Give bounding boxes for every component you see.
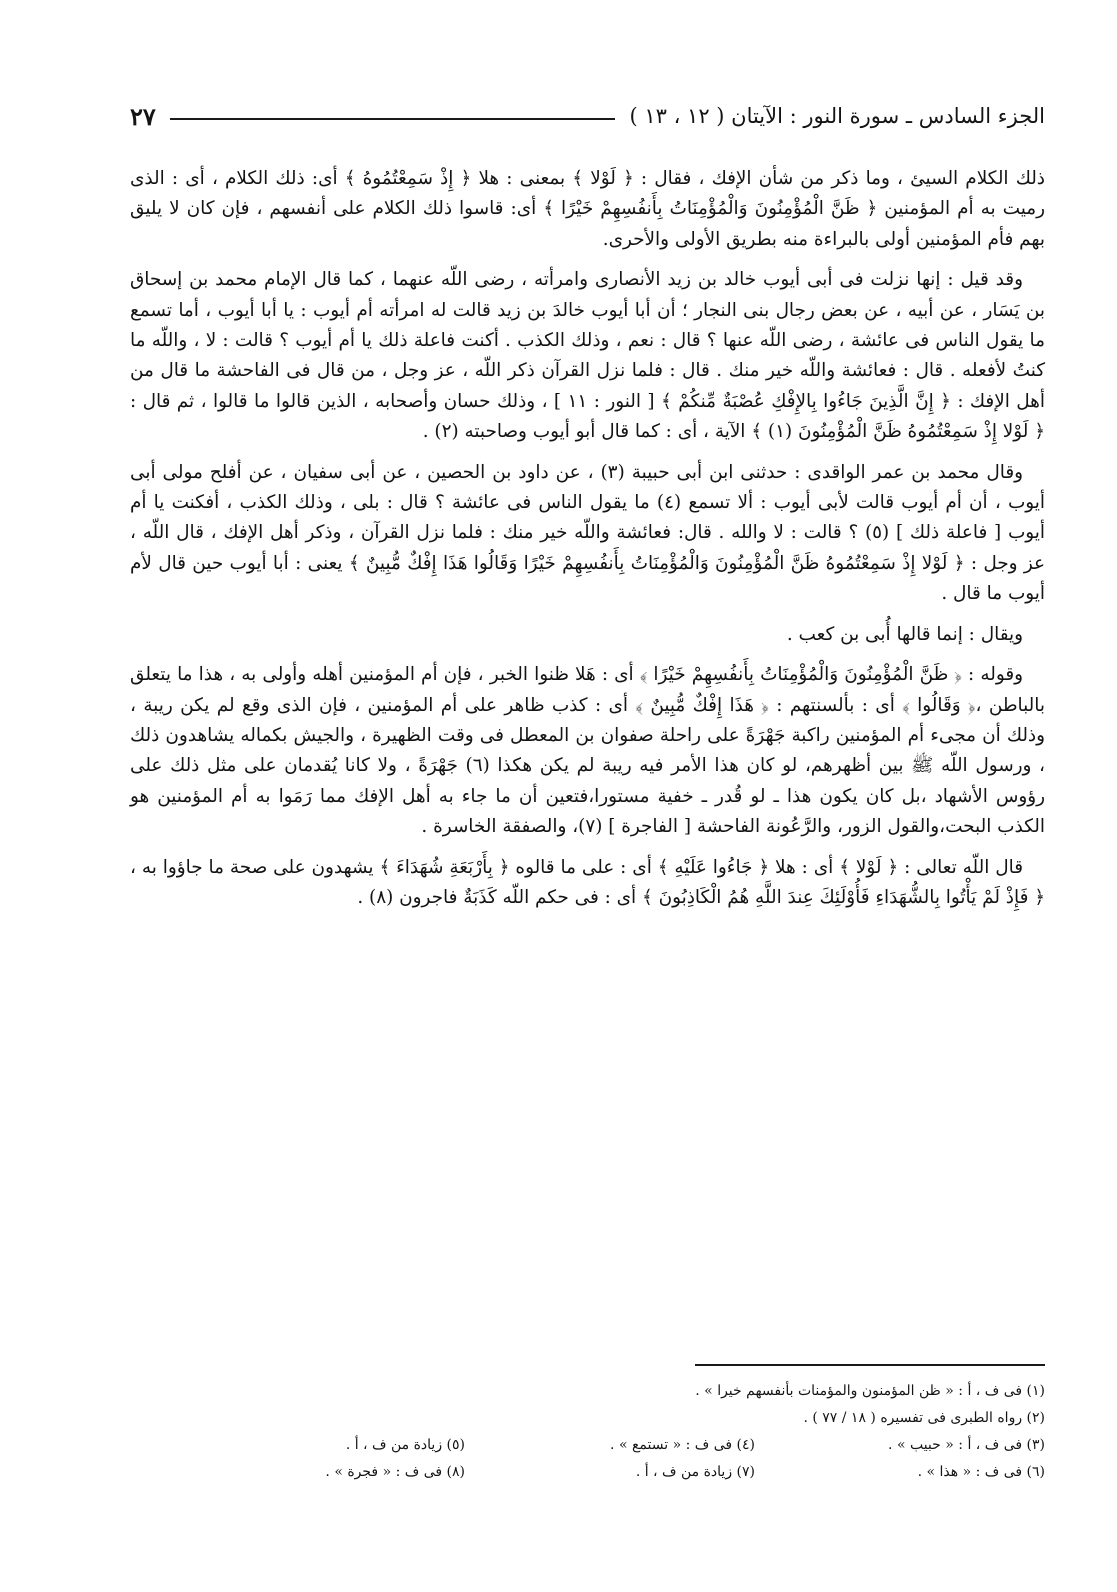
footnote: (٥) زيادة من ف ، أ . xyxy=(345,1437,465,1453)
header-rule xyxy=(170,118,616,120)
paragraph: ذلك الكلام السيئ ، وما ذكر من شأن الإفك ، فقال : ﴿ لَوْلا ﴾ بمعنى : هلا ﴿ إِذْ سَمِعْتُمُوهُ ﴾ أى: ذلك الكلام ، أى : الذى رميت به أم المؤمنين ﴿ ظَنَّ الْمُؤْمِنُونَ وَالْمُؤْمِنَاتُ بِأَنفُسِهِمْ خَيْرًا ﴾ أى: قاسوا ذلك الكلام على أنفسهم ، فإن كان لا يليق بهم فأم المؤمنين أولى بالبراءة منه بطريق الأولى والأحرى. xyxy=(130,168,1045,250)
page-number: ٢٧ xyxy=(130,101,156,131)
footnote: (٧) زيادة من ف ، أ . xyxy=(635,1464,755,1480)
paragraph: قال اللّه تعالى : ﴿ لَوْلا ﴾ أى : هلا ﴿ جَاءُوا عَلَيْهِ ﴾ أى : على ما قالوه ﴿ بِأَرْبَعَةِ شُهَدَاءَ ﴾ يشهدون على صحة ما جاؤوا به ،﴿ فَإِذْ لَمْ يَأْتُوا بِالشُّهَدَاءِ فَأُوْلَئِكَ عِندَ اللَّهِ هُمُ الْكَاذِبُونَ ﴾ أى : فى حكم اللّه كَذَبَةٌ فاجرون (٨) . xyxy=(130,856,1045,908)
paragraph: ويقال : إنما قالها أُبى بن كعب . xyxy=(786,623,1023,645)
paragraph: وقوله : ﴿ ظَنَّ الْمُؤْمِنُونَ وَالْمُؤْمِنَاتُ بِأَنفُسِهِمْ خَيْرًا ﴾ أى : هَلا ظنوا الخبر ، فإن أم المؤمنين أهله وأولى به ، هذا ما يتعلق بالباطن ،﴿ وَقَالُوا ﴾ أى : بألسنتهم : ﴿ هَذَا إِفْكٌ مُّبِينٌ ﴾ أى : كذب ظاهر على أم المؤمنين ، فإن الذى وقع لم يكن ريبة ، وذلك أن مجىء أم المؤمنين راكبة جَهْرَةً على راحلة صفوان بن المعطل فى وقت الظهيرة ، والجيش بكماله يشاهدون ذلك ، ورسول اللّه ﷺ بين أظهرهم، لو كان هذا الأمر فيه ريبة لم يكن هكذا (٦) جَهْرَةً ، ولا كانا يُقدمان على مثل ذلك على رؤوس الأشهاد ،بل كان يكون هذا ـ لو قُدر ـ خفية مستورا،فتعين أن ما جاء به أهل الإفك مما رَمَوا به أم المؤمنين هو الكذب البحت،والقول الزور، والرَّعُونة الفاحشة [ الفاجرة ] (٧)، والصفقة الخاسرة . xyxy=(130,664,1045,838)
footnote: (٢) رواه الطبرى فى تفسيره ( ١٨ / ٧٧ ) . xyxy=(803,1410,1045,1426)
running-title: الجزء السادس ـ سورة النور : الآيتان ( ١٢ ، ١٣ ) xyxy=(629,104,1045,128)
footnote-divider xyxy=(695,1364,1045,1366)
paragraph: وقد قيل : إنها نزلت فى أبى أيوب خالد بن زيد الأنصارى وامرأته ، رضى اللّه عنهما ، كما قال الإمام محمد بن إسحاق بن يَسَار ، عن أبيه ، عن بعض رجال بنى النجار ؛ أن أبا أيوب خالدَ بن زيد قالت له امرأته أم أيوب : يا أبا أيوب ، أما تسمع ما يقول الناس فى عائشة ، رضى اللّه عنها ؟ قال : نعم ، وذلك الكذب . أكنت فاعلة ذلك يا أم أيوب ؟ قالت : لا ، واللّه ما كنتُ لأفعله . قال : فعائشة واللّه خير منك . قال : فلما نزل القرآن ذكر اللّه ، عز وجل ، من قال فى الفاحشة ما قال من أهل الإفك : ﴿ إِنَّ الَّذِينَ جَاءُوا بِالإِفْكِ عُصْبَةٌ مِّنكُمْ ﴾ [ النور : ١١ ] ، وذلك حسان وأصحابه ، الذين قالوا ما قالوا ، ثم قال : ﴿ لَوْلا إِذْ سَمِعْتُمُوهُ ظَنَّ الْمُؤْمِنُونَ (١) ﴾ الآية ، أى : كما قال أبو أيوب وصاحبته (٢) . xyxy=(130,269,1045,443)
page-header xyxy=(130,96,1045,136)
footnote-row xyxy=(130,1432,1045,1459)
footnote: (٤) فى ف : « تستمع » . xyxy=(610,1437,755,1453)
body-text xyxy=(130,164,1045,913)
footnote: (٦) فى ف : « هذا » . xyxy=(917,1464,1045,1480)
footnote: (١) فى ف ، أ : « ظن المؤمنون والمؤمنات بأنفسهم خيرا » . xyxy=(695,1383,1045,1399)
footnote: (٣) فى ف ، أ : « حبيب » . xyxy=(888,1437,1045,1453)
paragraph: وقال محمد بن عمر الواقدى : حدثنى ابن أبى حبيبة (٣) ، عن داود بن الحصين ، عن أبى سفيان ، عن أفلح مولى أبى أيوب ، أن أم أيوب قالت لأبى أيوب : ألا تسمع (٤) ما يقول الناس فى عائشة ؟ قال : بلى ، وذلك الكذب ، أفكنت يا أم أيوب [ فاعلة ذلك ] (٥) ؟ قالت : لا والله . قال: فعائشة واللّه خير منك : فلما نزل القرآن ، وذكر أهل الإفك ، قال اللّه ، عز وجل : ﴿ لَوْلا إِذْ سَمِعْتُمُوهُ ظَنَّ الْمُؤْمِنُونَ وَالْمُؤْمِنَاتُ بِأَنفُسِهِمْ خَيْرًا وَقَالُوا هَذَا إِفْكٌ مُّبِينٌ ﴾ يعنى : أبا أيوب حين قال لأم أيوب ما قال . xyxy=(130,461,1045,605)
footnotes xyxy=(130,1378,1045,1486)
footnote-row xyxy=(130,1459,1045,1486)
footnote: (٨) فى ف : « فجرة » . xyxy=(325,1464,465,1480)
